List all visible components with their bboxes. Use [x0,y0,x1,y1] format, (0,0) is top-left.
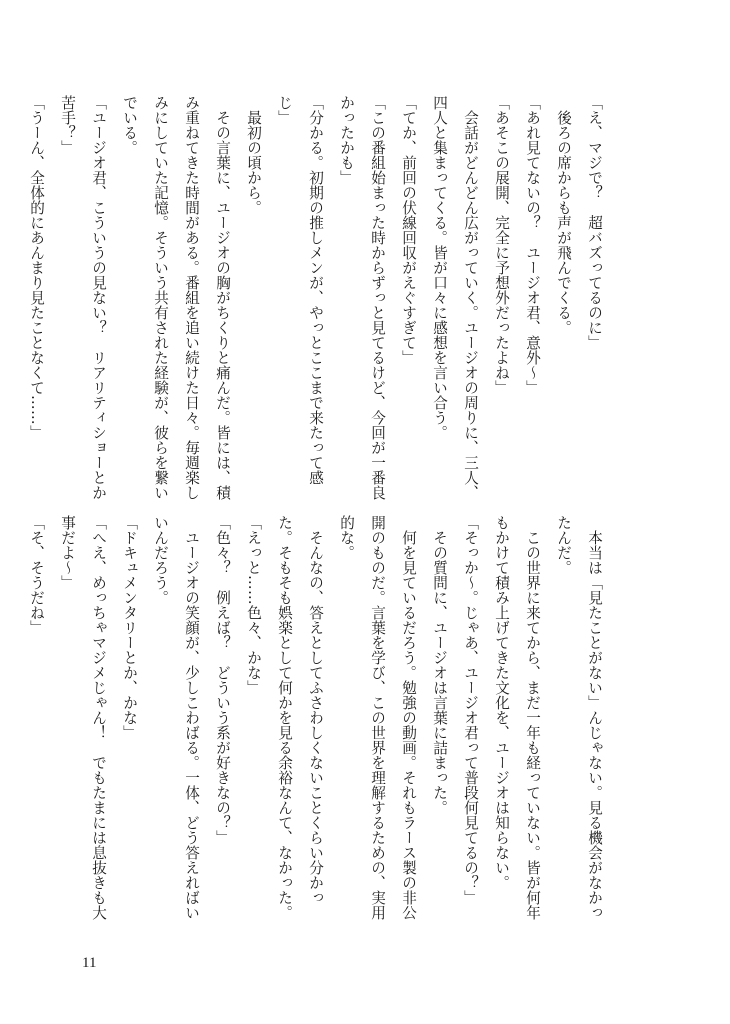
text-line: 「そっか～。じゃあ、ユージオ君って普段何見てるの？」 [462,515,479,905]
text-line: たんだ。 [555,515,572,575]
text-line: 「あそこの展開、完全に予想外だったよね」 [493,95,510,395]
text-line: その質問に、ユージオは言葉に詰まった。 [431,515,448,815]
text-line: 何を見ているだろう。勉強の動画。それもラース製の非公 [400,515,417,920]
text-line: 「え、マジで？ 超バズってるのに」 [586,95,603,350]
text-line: 「あれ見てないの？ ユージオ君、意外～」 [524,95,541,395]
text-line: でいる。 [121,95,138,155]
text-line: 会話がどんどん広がっていく。ユージオの周りに、三人、 [462,95,479,500]
text-line: じ」 [276,95,293,125]
text-line: いんだろう。 [152,515,169,605]
page-number: 11 [82,955,97,971]
text-line: かったかも」 [338,95,355,185]
text-line: 「この番組始まった時からずっと見てるけど、今回が一番良 [369,95,386,500]
text-line: 開のものだ。言葉を学び、この世界を理解するための、実用 [369,515,386,920]
text-line: 苦手？」 [59,95,76,155]
text-line: この世界に来てから、まだ一年も経っていない。皆が何年 [524,515,541,920]
text-line: 「そ、そうだね」 [28,515,45,635]
text-line: 「えっと……色々、かな」 [245,515,262,695]
text-line: 最初の頃から。 [245,95,262,215]
text-block-lower [21,515,610,935]
text-line: 「うーん、全体的にあんまり見たことなくて……」 [28,95,45,440]
text-line: 後ろの席からも声が飛んでくる。 [555,95,572,335]
text-line: み重ねてきた時間がある。番組を追い続けた日々。毎週楽し [183,95,200,500]
text-line: その言葉に、ユージオの胸がちくりと痛んだ。皆には、積 [214,95,231,500]
text-line: みにしていた記憶。そういう共有された経験が、彼らを繋い [152,95,169,500]
text-line: 「ユージオ君、こういうの見ない？ リアリティショーとか [90,95,107,500]
text-line: そんなの、答えとしてふさわしくないことくらい分かっ [307,515,324,905]
text-line: 「てか、前回の伏線回収がえぐすぎて」 [400,95,417,365]
text-line: 「へえ、めっちゃマジメじゃん！ でもたまには息抜きも大 [90,515,107,920]
text-line: 「ドキュメンタリーとか、かな」 [121,515,138,740]
text-line: た。そもそも娯楽として何かを見る余裕なんて、なかった。 [276,515,293,920]
text-line: ユージオの笑顔が、少しこわばる。一体、どう答えればい [183,515,200,920]
text-line: もかけて積み上げてきた文化を、ユージオは知らない。 [493,515,510,890]
text-line: 的な。 [338,515,355,560]
text-line: 本当は「見たことがない」んじゃない。見る機会がなかっ [586,515,603,920]
text-line: 事だよ～」 [59,515,76,590]
text-line: 四人と集まってくる。皆が口々に感想を言い合う。 [431,95,448,440]
text-block-upper [21,95,610,515]
text-line: 「分かる。初期の推しメンが、やっとここまで来たって感 [307,95,324,485]
text-line: 「色々？ 例えば？ どういう系が好きなの？」 [214,515,231,845]
